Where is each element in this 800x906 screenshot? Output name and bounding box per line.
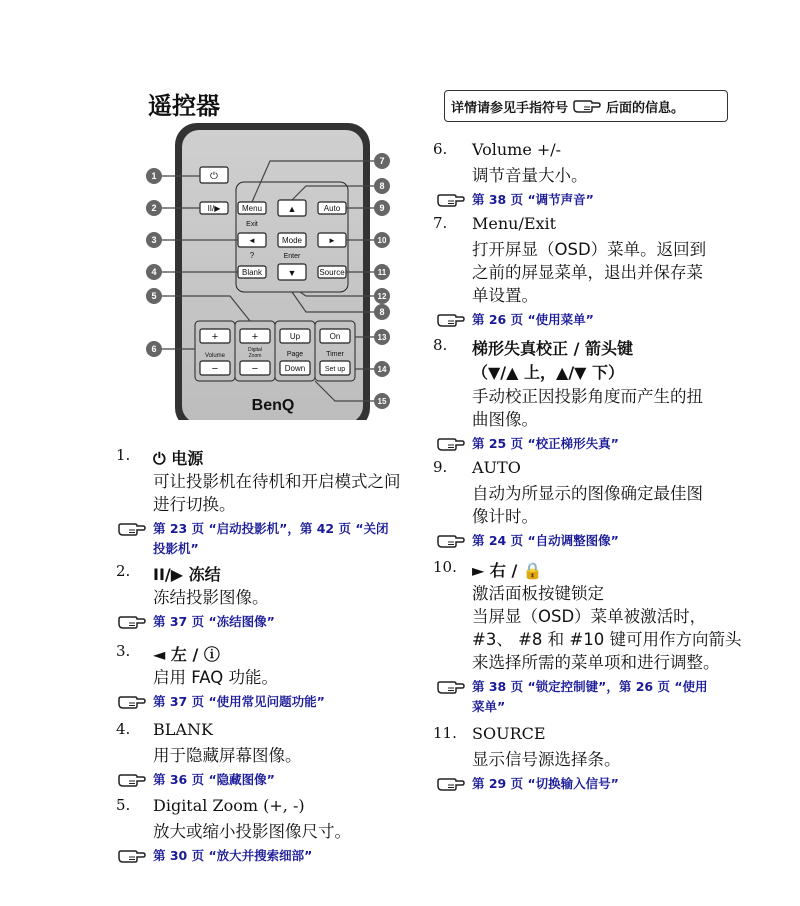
item-description: 调节音量大小。: [472, 166, 588, 185]
zoom-label: Zoom: [248, 353, 262, 359]
item-description: 打开屏显（OSD）菜单。返回到 之前的屏显菜单，退出并保存菜 单设置。: [472, 240, 707, 305]
item-heading: Menu/Exit: [472, 214, 557, 233]
item-number: 6.: [433, 140, 448, 158]
zoom-minus-label: −: [251, 363, 259, 375]
item-number: 9.: [433, 458, 448, 476]
page-reference: 第 23 页 “启动投影机”，第 42 页 “关闭 投影机”: [153, 519, 389, 559]
pointing-hand-icon: [572, 98, 602, 114]
callout-8b: 8: [379, 307, 385, 317]
callout-1: 1: [151, 171, 157, 181]
item-description: 激活面板按键锁定 当屏显（OSD）菜单被激活时， #3、 #8 和 #10 键可用作方向箭头 来选择所需的菜单项和进行调整。: [472, 584, 742, 672]
down-key-label: ▼: [287, 268, 297, 278]
callout-2: 2: [151, 203, 157, 213]
page-label: Page: [286, 351, 304, 358]
item-heading: 梯形失真校正 / 箭头键: [472, 339, 633, 358]
callout-7: 7: [379, 156, 385, 166]
item-number: 11.: [433, 724, 457, 742]
item-heading: Volume +/-: [472, 140, 562, 159]
menu-key-label: Menu: [241, 204, 263, 213]
timer-label: Timer: [326, 351, 344, 358]
item-heading: SOURCE: [472, 724, 546, 743]
page-reference: 第 29 页 “切换输入信号”: [472, 774, 619, 794]
source-key-label: Source: [319, 268, 345, 277]
item-number: 8.: [433, 336, 448, 354]
item-heading: Digital Zoom (+, -): [153, 796, 305, 815]
page-reference: 第 38 页 “锁定控制键”，第 26 页 “使用 菜单”: [472, 677, 708, 717]
item-heading: II/▶ 冻结: [153, 565, 221, 584]
remote-control-diagram: [140, 120, 400, 420]
item-number: 3.: [116, 642, 131, 660]
page-reference: 第 38 页 “调节声音”: [472, 190, 594, 210]
volume-label: Volume: [204, 353, 226, 359]
note-prefix: 详情请参见手指符号: [451, 100, 569, 116]
item-number: 1.: [116, 446, 131, 464]
volume-plus-label: +: [211, 331, 219, 343]
page-reference: 第 25 页 “校正梯形失真”: [472, 434, 619, 454]
left-key-label: ◄: [248, 236, 256, 245]
timer-on-label: On: [329, 332, 341, 341]
item-number: 10.: [433, 558, 457, 576]
setup-label: Set up: [324, 366, 346, 373]
digital-label: Digital: [248, 347, 262, 353]
pointing-hand-icon: [117, 848, 147, 864]
up-key-label: ▲: [287, 204, 297, 214]
callout-15: 15: [377, 397, 387, 406]
pointing-hand-icon: [117, 694, 147, 710]
exit-label: Exit: [246, 221, 258, 228]
item-heading: BLANK: [153, 720, 213, 739]
blank-key-label: Blank: [241, 268, 263, 277]
auto-key-label: Auto: [323, 204, 341, 213]
freeze-key-label: II/▶: [207, 204, 221, 213]
pointing-hand-icon: [436, 776, 466, 792]
item-number: 5.: [116, 796, 131, 814]
item-description: 冻结投影图像。: [153, 588, 269, 607]
page-reference: 第 26 页 “使用菜单”: [472, 310, 594, 330]
callout-8a: 8: [379, 181, 385, 191]
pointing-hand-icon: [436, 312, 466, 328]
callout-9: 9: [379, 203, 385, 213]
callout-14: 14: [377, 365, 387, 374]
mode-key-label: Mode: [281, 236, 303, 245]
faq-label: ?: [249, 251, 255, 260]
item-description: 用于隐藏屏幕图像。: [153, 746, 302, 765]
pointing-hand-icon: [436, 533, 466, 549]
item-description: 手动校正因投影角度而产生的扭 曲图像。: [472, 387, 703, 429]
pointing-hand-icon: [117, 521, 147, 537]
power-key-label: ⏻: [210, 171, 218, 182]
volume-minus-label: −: [211, 363, 219, 375]
pointing-hand-icon: [436, 679, 466, 695]
page-reference: 第 37 页 “使用常见问题功能”: [153, 692, 325, 712]
item-number: 7.: [433, 214, 448, 232]
callout-10: 10: [377, 236, 387, 245]
callout-6: 6: [151, 344, 157, 354]
item-heading: AUTO: [472, 458, 521, 477]
pointing-hand-icon: [436, 192, 466, 208]
item-heading: ► 右 / 🔒: [472, 561, 543, 580]
pointing-hand-icon: [436, 436, 466, 452]
item-heading: ◄ 左 / ⓘ: [153, 645, 220, 664]
page-title: 遥控器: [148, 92, 220, 120]
page-reference: 第 36 页 “隐藏图像”: [153, 770, 275, 790]
item-description: 自动为所显示的图像确定最佳图 像计时。: [472, 484, 703, 526]
item-heading: ⏻ 电源: [153, 449, 204, 468]
pointing-hand-icon: [117, 772, 147, 788]
page-reference: 第 30 页 “放大并搜索细部”: [153, 846, 312, 866]
enter-label: Enter: [283, 253, 301, 260]
callout-4: 4: [151, 267, 157, 277]
page-reference: 第 24 页 “自动调整图像”: [472, 531, 619, 551]
note-box: [444, 90, 728, 122]
item-description: 可让投影机在待机和开启模式之间 进行切换。: [153, 472, 401, 514]
right-key-label: ►: [328, 236, 336, 245]
item-description: 启用 FAQ 功能。: [153, 668, 278, 687]
page-reference: 第 37 页 “冻结图像”: [153, 612, 275, 632]
callout-11: 11: [377, 268, 387, 277]
brand-logo: BenQ: [251, 397, 295, 414]
item-description: 放大或缩小投影图像尺寸。: [153, 822, 351, 841]
page-down-label: Down: [284, 364, 306, 373]
item-number: 2.: [116, 562, 131, 580]
callout-13: 13: [377, 333, 387, 342]
item-heading-sub: （▼/▲ 上，▲/▼ 下）: [472, 363, 625, 382]
zoom-plus-label: +: [251, 331, 259, 343]
callout-5: 5: [151, 291, 157, 301]
pointing-hand-icon: [117, 614, 147, 630]
note-suffix: 后面的信息。: [606, 100, 685, 116]
callout-3: 3: [151, 235, 157, 245]
page-up-label: Up: [289, 332, 301, 341]
item-description: 显示信号源选择条。: [472, 750, 621, 769]
callout-12: 12: [377, 292, 387, 301]
item-number: 4.: [116, 720, 131, 738]
